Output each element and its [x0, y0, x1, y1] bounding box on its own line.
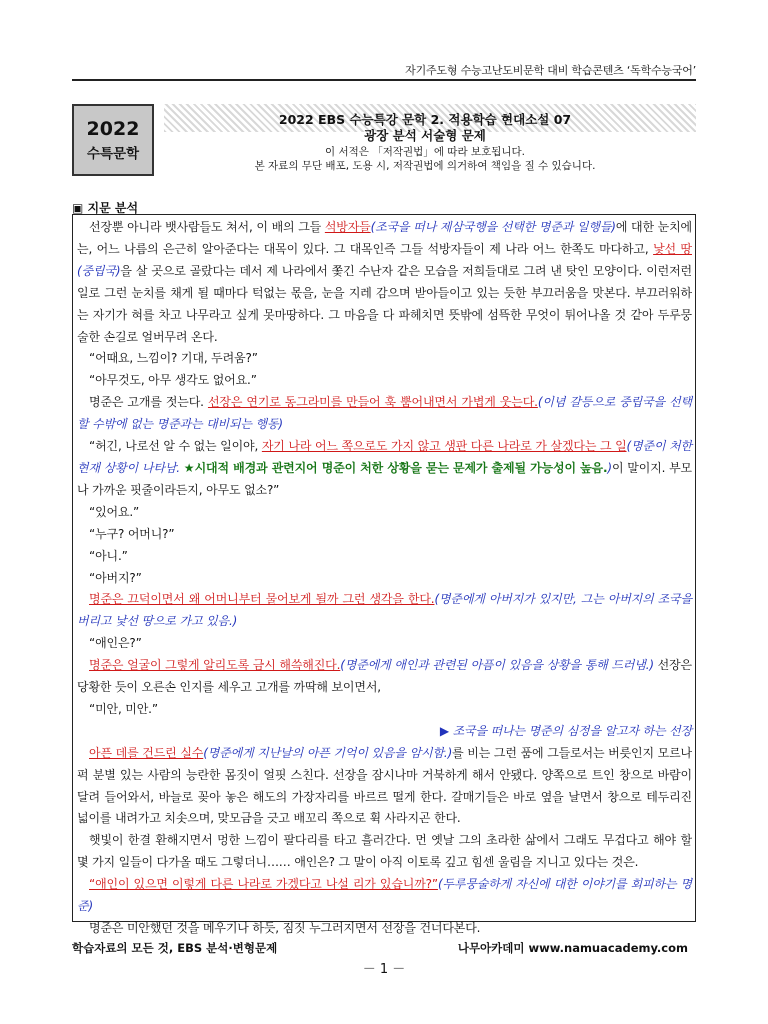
passage-paragraph: 명준은 미안했던 것을 메우기나 하듯, 짐짓 누그러지면서 선장을 건너다본다. [89, 921, 481, 935]
footer-left: 학습자료의 모든 것, EBS 분석·변형문제 [72, 941, 278, 955]
annotation-blue: (명준에게 아버지가 있지만, 그는 아버지의 조국을 버리고 낯선 땅으로 가고 있음.) [77, 592, 692, 629]
highlight-red: 아픈 데를 건드린 실수 [89, 745, 204, 760]
highlight-red: “애인이 있으면 이렇게 다른 나라로 가겠다고 나설 리가 있습니까?” [89, 877, 438, 892]
annotation-blue: (명준에게 애인과 관련된 아픔이 있음을 상황을 통해 드러냄.) [340, 658, 654, 673]
dialogue-line: “어때요, 느낌이? 기대, 두려움?” [89, 351, 258, 366]
passage-paragraph: 햇빛이 한결 환해지면서 멍한 느낌이 팔다리를 타고 흘러간다. 먼 옛날 그의 초라한 삶에서 그래도 무겁다고 해야 할 몇 가지 일들이 다가올 때도 그렇더니…… 애인은? 그 말이 아직 이토록 깊고 힘센 울림을 지니고 있다는 것은. [77, 833, 692, 870]
passage-paragraph [77, 217, 692, 348]
dialogue-line: “누구? 어머니?” [89, 526, 175, 541]
year-badge [72, 104, 154, 176]
annotation-blue: (이념 갈등으로 중립국을 선택할 수밖에 없는 명준과는 대비되는 행동) [77, 395, 692, 432]
badge-year: 2022 [86, 117, 140, 140]
highlight-red: 석방자들 [324, 220, 371, 234]
text: 을 살 곳으로 골랐다는 데서 제 나라에서 쫓긴 수난자 같은 모습을 저희들대로 그려 낸 탓인 모양이다. 이런저런 일로 그런 눈치를 채게 될 때마다 턱없는 몫을, 눈을 지레 감으며 받아들이고 있는 듯한 부끄러움을 맛본다. 부끄러워하는 자기가 혀를 차고 나무라고 싶게 못마땅하다. 그 마음을 다 파헤치면 뜻밖에 섬뜩한 무엇이 튀어나올 것 같아 두루뭉술한 손길로 얼버무려 온다. [77, 263, 692, 344]
dialogue-line: “미안, 미안.” [89, 701, 158, 716]
highlight-red: 명준은 얼굴이 그렇게 알리도록 금시 해쓱해진다. [89, 658, 341, 673]
copyright-notice-line: 이 서적은 「저작권법」에 따라 보호됩니다. [325, 146, 525, 158]
passage-box [72, 214, 696, 935]
passage-paragraph [77, 743, 692, 831]
passage-paragraph [77, 436, 692, 502]
dialogue-line: “아무것도, 아무 생각도 없어요.” [89, 373, 257, 388]
passage-paragraph [77, 589, 692, 633]
top-banner: 자기주도형 수능고난도비문학 대비 학습콘텐츠 ‘독학수능국어’ [405, 64, 696, 77]
section-heading: ▣ 지문 분석 [72, 201, 139, 215]
highlight-red: 낯선 땅 [653, 241, 692, 256]
annotation-blue: ) [607, 460, 612, 475]
text: “허긴, 나로선 알 수 없는 일이야, [89, 439, 262, 454]
highlight-red: 선장은 연기로 동그라미를 만들어 훅 뿜어내면서 가볍게 웃는다. [207, 395, 538, 410]
footer-right: 나무아카데미 www.namuacademy.com [457, 941, 688, 955]
header-main [154, 104, 696, 176]
copyright-notice-line: 본 자료의 무단 배포, 도용 시, 저작권법에 의거하여 책임을 질 수 있습니다. [254, 160, 596, 172]
doc-subtitle: 광장 분석 서술형 문제 [364, 128, 486, 143]
copyright-notice [154, 145, 696, 173]
doc-title: 2022 EBS 수능특강 문학 2. 적용학습 현대소설 07 [278, 112, 572, 127]
annotation-blue: (조국을 떠나 제삼국행을 선택한 명준과 일행들) [370, 220, 616, 234]
text: 명준은 고개를 젓는다. [89, 395, 208, 410]
dialogue-line: “애인은?” [89, 636, 142, 651]
annotation-blue: (명준이 처한 현재 상황이 나타남. [77, 439, 692, 475]
annotation-right: ▶ 조국을 떠나는 명준의 심정을 알고자 하는 선장 [439, 723, 692, 738]
highlight-red: 자기 나라 어느 쪽으로도 가지 않고 생판 다른 나라로 가 살겠다는 그 일 [261, 439, 627, 454]
dialogue-line: “아버지?” [89, 570, 142, 585]
annotation-blue: (중립국) [77, 263, 121, 278]
text: 이 말이지. 부모나 가까운 핏줄이라든지, 아무도 없소?” [77, 460, 692, 497]
top-rule [72, 79, 696, 81]
annotation-blue: (두루뭉술하게 자신에 대한 이야기를 회피하는 명준) [77, 877, 692, 914]
dialogue-line: “있어요.” [89, 504, 140, 519]
passage-paragraph [77, 655, 692, 699]
text: 선장뿐 아니라 뱃사람들도 쳐서, 이 배의 그들 [89, 220, 325, 234]
annotation-blue: (명준에게 지난날의 아픈 기억이 있음을 암시함.) [203, 745, 453, 760]
text: 에 대한 눈치에는, 어느 나름의 은근히 알아준다는 대목이 있다. 그 대목인즉 그들 석방자들이 제 나라 어느 한쪽도 마다하고, [77, 220, 692, 256]
passage-paragraph [77, 392, 692, 436]
badge-label: 수특문학 [86, 145, 140, 162]
text: 선장은 당황한 듯이 오른손 인지를 세우고 고개를 까딱해 보이면서, [77, 658, 692, 695]
highlight-red: 명준은 끄덕이면서 왜 어머니부터 물어보게 될까 그런 생각을 한다. [89, 592, 435, 607]
text: 를 비는 그런 품에 그들로서는 버릇인지 모르나 퍽 분별 있는 사람의 능란한 몸짓이 얼핏 스친다. 선장을 잠시나마 거북하게 해서 안됐다. 양쪽으로 트인 창으로 바람이 달려 들어와서, 바늘로 꽂아 놓은 해도의 가장자리를 바르르 떨게 한다. 갈매기들은 바로 옆을 날면서 창으로 테두리진 넓이를 내려가고 치솟으며, 맞모금을 긋고 배꼬리 쪽으로 휙 사라지곤 한다. [77, 745, 692, 826]
header [72, 104, 696, 176]
annotation-green: ★시대적 배경과 관련지어 명준이 처한 상황을 묻는 문제가 출제될 가능성이 높음. [183, 460, 608, 475]
page-number: － 1 － [362, 962, 406, 977]
dialogue-line: “아니.” [89, 548, 128, 563]
passage-paragraph [77, 874, 692, 918]
